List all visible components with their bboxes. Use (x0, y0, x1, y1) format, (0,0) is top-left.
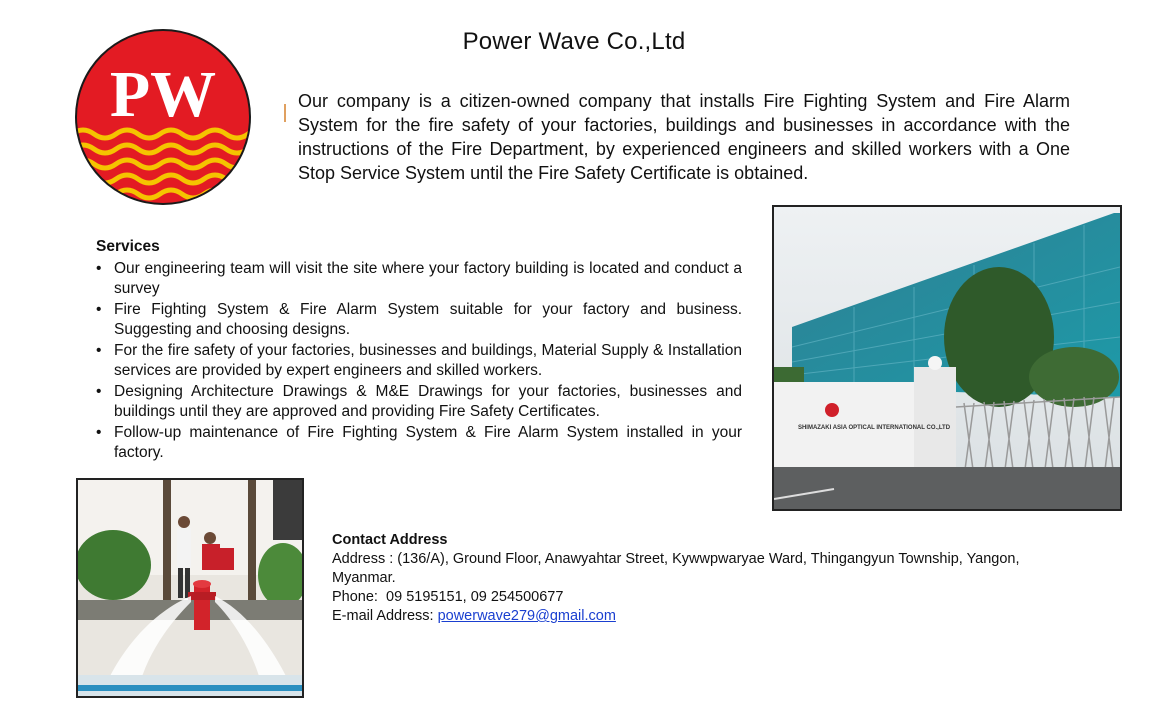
email-line (332, 607, 1072, 626)
email-link[interactable]: powerwave279@gmail.com (437, 608, 616, 624)
address-label: Address : (332, 551, 394, 567)
list-item: • For the fire safety of your factories, businesses and buildings, Material Supply & Installation services are provided by expert engineers and skilled workers. (96, 341, 742, 379)
phone-value: 09 5195151, 09 254500677 (386, 589, 564, 605)
email-label: E-mail Address: (332, 608, 434, 624)
services-section (96, 237, 742, 464)
company-logo-icon (825, 403, 839, 417)
logo-text: PW (109, 58, 217, 131)
service-text: Fire Fighting System & Fire Alarm System suitable for your factory and business. Suggesting and choosing designs. (114, 300, 742, 338)
address-value: (136/A), Ground Floor, Anawyahtar Street, Kywwpwaryae Ward, Thingangyun Township, Yangon, Myanmar. (332, 551, 1020, 586)
service-text: Follow-up maintenance of Fire Fighting System & Fire Alarm System installed in your factory. (114, 423, 742, 461)
service-text: Our engineering team will visit the site where your factory building is located and conduct a survey (114, 259, 742, 297)
list-item: • Designing Architecture Drawings & M&E Drawings for your factories, businesses and buildings until they are approved and providing Fire Safety Certificates. (96, 382, 742, 420)
list-item: • Follow-up maintenance of Fire Fighting System & Fire Alarm System installed in your factory. (96, 423, 742, 461)
hydrant-photo (76, 478, 304, 698)
contact-section (332, 531, 1072, 626)
services-heading: Services (96, 238, 160, 255)
text-cursor-marker (284, 104, 286, 122)
services-list (96, 259, 742, 464)
phone-line (332, 588, 1072, 607)
list-item: • Our engineering team will visit the site where your factory building is located and conduct a survey (96, 259, 742, 297)
building-sign: SHIMAZAKI ASIA OPTICAL INTERNATIONAL CO.,LTD (797, 425, 951, 431)
address-line (332, 550, 1072, 588)
company-description: Our company is a citizen-owned company that installs Fire Fighting System and Fire Alarm System for the fire safety of your factories, buildings and businesses in accordance with the instructions of the Fire Department, by experienced engineers and skilled workers with a One Stop Service System until the Fire Safety Certificate is obtained. (298, 91, 1070, 183)
list-item: • Fire Fighting System & Fire Alarm System suitable for your factory and business. Suggesting and choosing designs. (96, 300, 742, 338)
phone-label: Phone: (332, 589, 378, 605)
page-title: Power Wave Co.,Ltd (462, 28, 686, 55)
building-photo (772, 205, 1122, 511)
service-text: For the fire safety of your factories, businesses and buildings, Material Supply & Installation services are provided by expert engineers and skilled workers. (114, 341, 742, 379)
company-logo (72, 26, 254, 208)
contact-heading: Contact Address (332, 532, 448, 548)
service-text: Designing Architecture Drawings & M&E Drawings for your factories, businesses and buildings until they are approved and providing Fire Safety Certificates. (114, 382, 742, 420)
